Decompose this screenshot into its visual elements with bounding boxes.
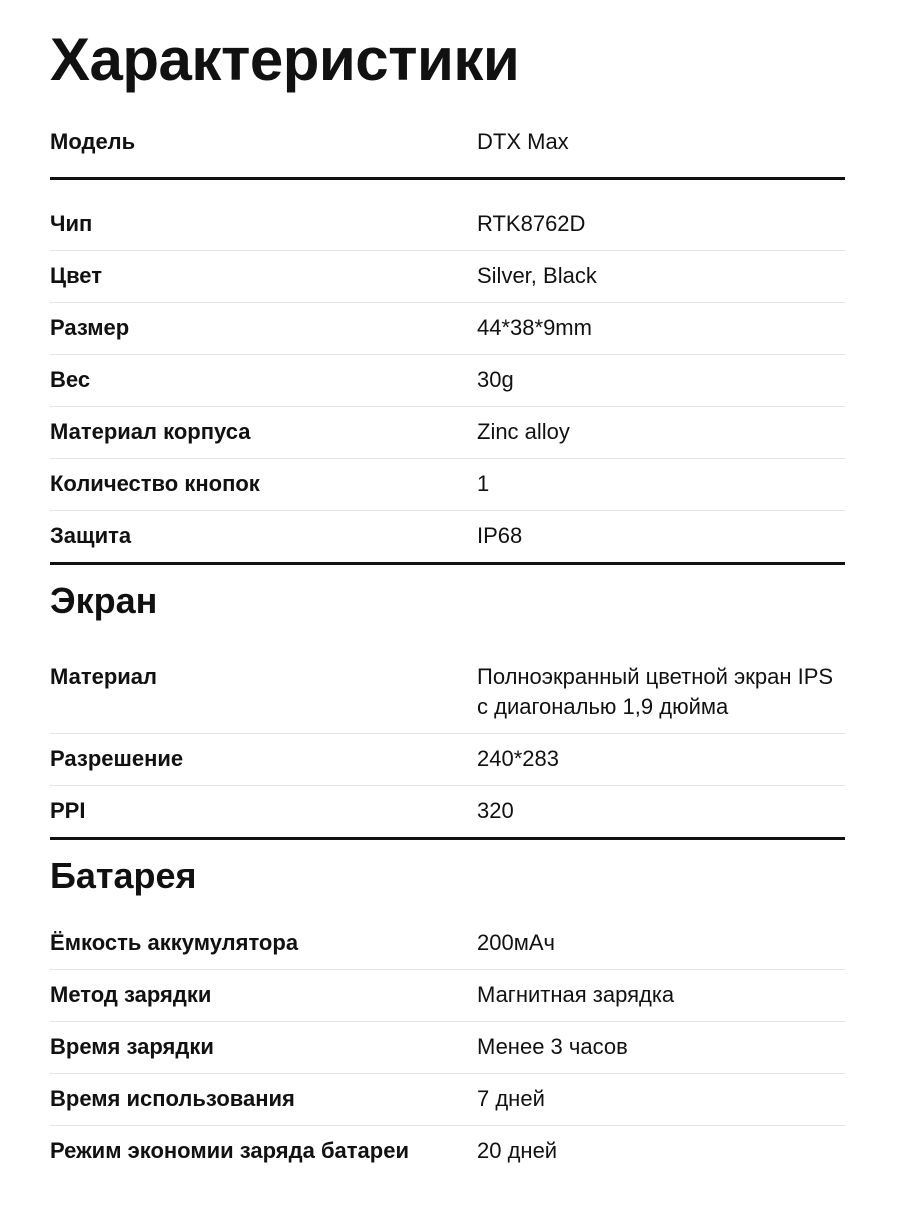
spec-label: Вес (50, 367, 91, 392)
spec-table-battery (50, 918, 845, 1177)
spec-label: Материал корпуса (50, 419, 251, 444)
spec-row-usage-time (50, 1074, 845, 1126)
spec-row-ppi (50, 786, 845, 840)
spec-table-screen (50, 652, 845, 840)
spec-row-power-saving-mode (50, 1126, 845, 1177)
spec-label: PPI (50, 798, 86, 823)
section-title-screen: Экран (50, 580, 158, 621)
spec-row-color (50, 251, 845, 303)
spec-value: 1 (477, 471, 490, 496)
spec-row-charging-time (50, 1022, 845, 1074)
spec-value: Полноэкранный цветной экран IPS с диагональю 1,9 дюйма (477, 664, 834, 719)
spec-label: Режим экономии заряда батареи (50, 1138, 409, 1163)
spec-row-resolution (50, 734, 845, 786)
spec-value: Менее 3 часов (477, 1034, 628, 1059)
spec-value: IP68 (477, 523, 523, 548)
specifications-page (0, 25, 900, 1177)
spec-value: DTX Max (477, 129, 569, 154)
spec-label: Защита (50, 523, 132, 548)
spec-label: Цвет (50, 263, 103, 288)
spec-value: 320 (477, 798, 514, 823)
section-title-battery: Батарея (50, 855, 197, 896)
spec-value: Магнитная зарядка (477, 982, 675, 1007)
spec-row-screen-material (50, 652, 845, 734)
spec-label: Чип (50, 211, 93, 236)
spec-value: Zinc alloy (477, 419, 570, 444)
spec-label: Время зарядки (50, 1034, 214, 1059)
spec-value: 240*283 (477, 746, 559, 771)
spec-value: 44*38*9mm (477, 315, 592, 340)
spec-value: 200мАч (477, 930, 555, 955)
spec-row-chip (50, 199, 845, 251)
spec-row-case-material (50, 407, 845, 459)
spec-row-size (50, 303, 845, 355)
spec-value: 30g (477, 367, 514, 392)
spec-value: Silver, Black (477, 263, 597, 288)
spec-label: Ёмкость аккумулятора (50, 930, 299, 955)
spec-label: Модель (50, 129, 136, 154)
spec-label: Размер (50, 315, 130, 340)
spec-table-model (50, 117, 845, 180)
spec-table-general (50, 199, 845, 565)
spec-row-buttons (50, 459, 845, 511)
spec-label: Время использования (50, 1086, 295, 1111)
spec-row-model (50, 117, 845, 180)
spec-row-protection (50, 511, 845, 565)
spec-value: RTK8762D (477, 211, 586, 236)
spec-row-weight (50, 355, 845, 407)
spec-label: Материал (50, 664, 158, 689)
spec-value: 20 дней (477, 1138, 558, 1163)
spec-label: Метод зарядки (50, 982, 212, 1007)
spec-row-charging-method (50, 970, 845, 1022)
page-title: Характеристики (50, 26, 520, 93)
spec-label: Количество кнопок (50, 471, 260, 496)
spec-value: 7 дней (477, 1086, 545, 1111)
spec-row-battery-capacity (50, 918, 845, 970)
spec-label: Разрешение (50, 746, 184, 771)
